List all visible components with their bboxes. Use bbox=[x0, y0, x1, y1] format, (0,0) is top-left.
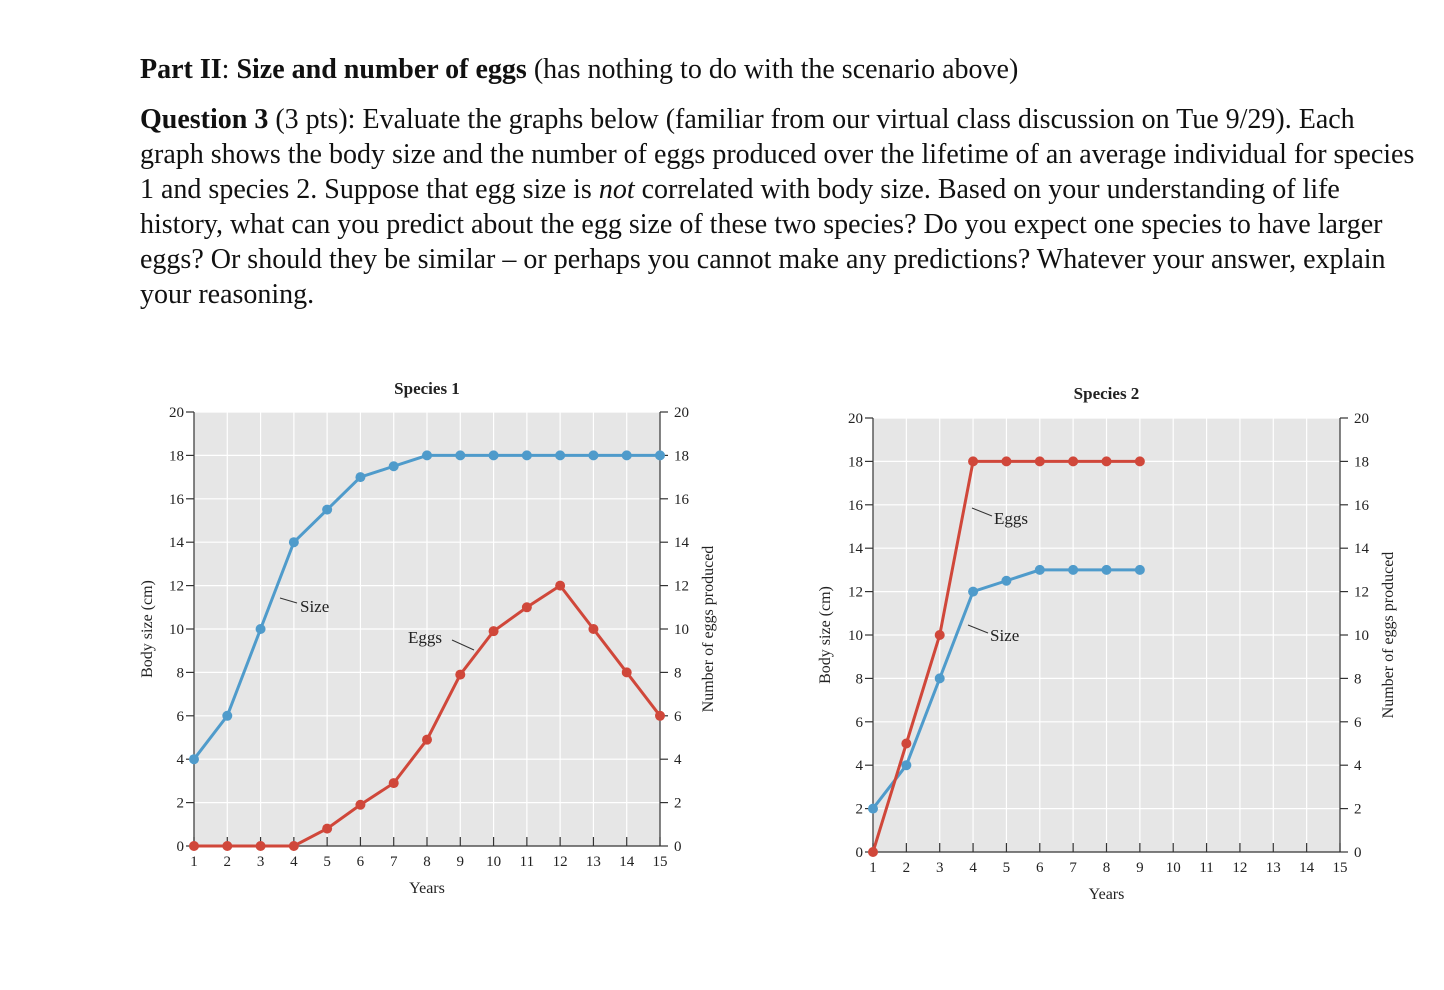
x-tick-label: 11 bbox=[519, 854, 535, 870]
data-point-eggs bbox=[322, 824, 332, 834]
data-point-eggs bbox=[868, 847, 878, 857]
x-tick-label: 12 bbox=[1232, 860, 1248, 876]
part-colon: : bbox=[221, 54, 237, 85]
y-axis-label-right: Number of eggs produced bbox=[700, 545, 717, 713]
x-tick-label: 14 bbox=[619, 854, 635, 870]
x-tick-label: 2 bbox=[223, 854, 232, 870]
data-point-eggs bbox=[622, 667, 632, 677]
data-point-size bbox=[901, 760, 911, 770]
x-tick-label: 3 bbox=[256, 854, 265, 870]
data-point-size bbox=[588, 450, 598, 460]
x-axis-label: Years bbox=[409, 880, 445, 897]
y-tick-label-right: 4 bbox=[1354, 758, 1362, 775]
y-tick-label-left: 10 bbox=[848, 628, 863, 644]
data-point-size bbox=[1135, 565, 1145, 575]
y-tick-label-left: 20 bbox=[848, 411, 863, 427]
y-tick-label-right: 8 bbox=[1354, 671, 1362, 688]
y-tick-label-right: 0 bbox=[674, 839, 682, 855]
x-tick-label: 3 bbox=[935, 860, 944, 876]
x-tick-label: 9 bbox=[456, 854, 465, 870]
y-tick-label-right: 12 bbox=[674, 578, 689, 595]
data-point-size bbox=[1001, 576, 1011, 586]
x-tick-label: 4 bbox=[290, 854, 298, 870]
y-tick-label-right: 6 bbox=[674, 708, 682, 725]
x-tick-label: 5 bbox=[1002, 860, 1011, 876]
question-label: Question 3 bbox=[140, 104, 269, 135]
y-tick-label-right: 16 bbox=[674, 491, 689, 508]
chart-species-1 bbox=[139, 379, 717, 897]
data-point-eggs bbox=[935, 630, 945, 640]
y-tick-label-left: 6 bbox=[855, 714, 863, 731]
x-tick-label: 8 bbox=[1102, 860, 1111, 876]
y-tick-label-right: 2 bbox=[674, 795, 682, 812]
x-tick-label: 12 bbox=[552, 854, 568, 870]
data-point-eggs bbox=[522, 602, 532, 612]
y-tick-label-right: 14 bbox=[674, 535, 689, 552]
data-point-size bbox=[1035, 565, 1045, 575]
y-tick-label-left: 14 bbox=[848, 541, 863, 558]
data-point-eggs bbox=[968, 456, 978, 466]
annotation-label: Eggs bbox=[994, 509, 1028, 528]
x-tick-label: 1 bbox=[869, 860, 877, 876]
data-point-size bbox=[935, 673, 945, 683]
x-tick-label: 4 bbox=[969, 860, 977, 876]
data-point-size bbox=[489, 450, 499, 460]
chart-species-2 bbox=[817, 384, 1397, 903]
x-tick-label: 5 bbox=[323, 854, 331, 870]
data-point-size bbox=[355, 472, 365, 482]
y-tick-label-right: 18 bbox=[1354, 454, 1369, 471]
y-tick-label-left: 12 bbox=[848, 584, 863, 601]
y-tick-label-left: 2 bbox=[176, 795, 184, 812]
y-tick-label-right: 12 bbox=[1354, 584, 1369, 601]
data-point-size bbox=[222, 711, 232, 721]
y-tick-label-left: 20 bbox=[169, 405, 184, 421]
data-point-size bbox=[422, 450, 432, 460]
data-point-size bbox=[968, 587, 978, 597]
x-tick-label: 10 bbox=[1165, 860, 1181, 876]
x-axis-label: Years bbox=[1088, 886, 1125, 903]
y-tick-label-left: 16 bbox=[169, 491, 184, 508]
data-point-eggs bbox=[489, 626, 499, 636]
y-tick-label-left: 16 bbox=[848, 497, 863, 514]
data-point-size bbox=[289, 537, 299, 547]
data-point-eggs bbox=[1135, 456, 1145, 466]
data-point-eggs bbox=[588, 624, 598, 634]
y-tick-label-left: 10 bbox=[169, 622, 184, 638]
y-tick-label-right: 10 bbox=[1354, 628, 1369, 644]
data-point-size bbox=[1102, 565, 1112, 575]
data-point-eggs bbox=[422, 735, 432, 745]
x-tick-label: 9 bbox=[1136, 860, 1144, 876]
data-point-size bbox=[1068, 565, 1078, 575]
data-point-eggs bbox=[256, 841, 266, 851]
y-tick-label-left: 18 bbox=[848, 454, 863, 471]
data-point-size bbox=[322, 505, 332, 515]
x-tick-label: 8 bbox=[423, 854, 431, 870]
data-point-eggs bbox=[1001, 456, 1011, 466]
data-point-eggs bbox=[355, 800, 365, 810]
annotation-label: Eggs bbox=[408, 628, 442, 647]
data-point-eggs bbox=[555, 581, 565, 591]
data-point-size bbox=[868, 804, 878, 814]
y-tick-label-left: 0 bbox=[855, 845, 863, 861]
data-point-eggs bbox=[1068, 456, 1078, 466]
annotation-label: Size bbox=[990, 626, 1020, 645]
y-tick-label-right: 10 bbox=[674, 622, 689, 638]
data-point-eggs bbox=[455, 670, 465, 680]
data-point-eggs bbox=[655, 711, 665, 721]
part-note: (has nothing to do with the scenario above) bbox=[526, 54, 1019, 85]
x-tick-label: 6 bbox=[1036, 860, 1044, 876]
x-tick-label: 15 bbox=[652, 854, 668, 870]
data-point-eggs bbox=[1035, 456, 1045, 466]
data-point-size bbox=[256, 624, 266, 634]
y-tick-label-left: 8 bbox=[855, 671, 863, 688]
data-point-size bbox=[522, 450, 532, 460]
x-tick-label: 11 bbox=[1199, 860, 1214, 876]
y-tick-label-left: 4 bbox=[855, 758, 863, 775]
y-tick-label-right: 0 bbox=[1354, 845, 1362, 861]
x-tick-label: 10 bbox=[486, 854, 502, 870]
y-tick-label-right: 2 bbox=[1354, 801, 1362, 818]
question-text-end: correlated with body size. Based on your understanding of life history, what can you predict about the egg size of these two species? Do you expect one species to have larger eggs? Or should they be similar – or perhaps you cannot make any predictions? Whatever your answer, explain your reasoning. bbox=[140, 174, 1386, 310]
annotation-label: Size bbox=[300, 597, 330, 616]
x-tick-label: 7 bbox=[389, 854, 398, 870]
y-tick-label-left: 14 bbox=[169, 535, 184, 552]
y-tick-label-left: 8 bbox=[176, 665, 184, 682]
data-point-size bbox=[555, 450, 565, 460]
data-point-size bbox=[189, 754, 199, 764]
x-tick-label: 1 bbox=[190, 854, 198, 870]
part-title: Size and number of eggs bbox=[236, 54, 527, 85]
data-point-eggs bbox=[389, 778, 399, 788]
y-tick-label-left: 4 bbox=[176, 752, 184, 769]
y-tick-label-right: 18 bbox=[674, 448, 689, 465]
data-point-eggs bbox=[289, 841, 299, 851]
x-tick-label: 6 bbox=[356, 854, 365, 870]
x-tick-label: 13 bbox=[585, 854, 601, 870]
data-point-eggs bbox=[1102, 456, 1112, 466]
y-tick-label-right: 6 bbox=[1354, 714, 1362, 731]
y-tick-label-right: 8 bbox=[674, 665, 682, 682]
y-tick-label-left: 6 bbox=[176, 708, 184, 725]
y-axis-label-right: Number of eggs produced bbox=[1380, 551, 1397, 719]
data-point-size bbox=[655, 450, 665, 460]
data-point-size bbox=[455, 450, 465, 460]
y-tick-label-right: 20 bbox=[674, 405, 689, 421]
chart-title: Species 1 bbox=[394, 379, 460, 398]
x-tick-label: 2 bbox=[902, 860, 911, 876]
question-emphasis: not bbox=[598, 174, 635, 205]
x-tick-label: 7 bbox=[1069, 860, 1077, 876]
x-tick-label: 15 bbox=[1332, 860, 1348, 876]
data-point-eggs bbox=[189, 841, 199, 851]
y-tick-label-left: 0 bbox=[176, 839, 184, 855]
chart-title: Species 2 bbox=[1073, 384, 1140, 403]
y-tick-label-right: 20 bbox=[1354, 411, 1369, 427]
y-tick-label-right: 16 bbox=[1354, 497, 1369, 514]
data-point-eggs bbox=[901, 739, 911, 749]
y-tick-label-right: 14 bbox=[1354, 541, 1369, 558]
data-point-size bbox=[389, 461, 399, 471]
y-tick-label-right: 4 bbox=[674, 752, 682, 769]
part-label: Part II bbox=[140, 54, 222, 85]
y-axis-label-left: Body size (cm) bbox=[139, 580, 156, 678]
data-point-size bbox=[622, 450, 632, 460]
x-tick-label: 13 bbox=[1265, 860, 1281, 876]
y-tick-label-left: 2 bbox=[855, 801, 863, 818]
question-text-start: (3 pts): Evaluate the graphs below (familiar from our virtual class discussion on Tue 9/29). Each graph shows the body size and the number of eggs produced over the lifetime of an average individual for species 1 and species 2. Suppose that egg size is bbox=[140, 104, 1415, 205]
y-tick-label-left: 12 bbox=[169, 578, 184, 595]
y-axis-label-left: Body size (cm) bbox=[817, 586, 834, 684]
data-point-eggs bbox=[222, 841, 232, 851]
y-tick-label-left: 18 bbox=[169, 448, 184, 465]
x-tick-label: 14 bbox=[1299, 860, 1315, 876]
